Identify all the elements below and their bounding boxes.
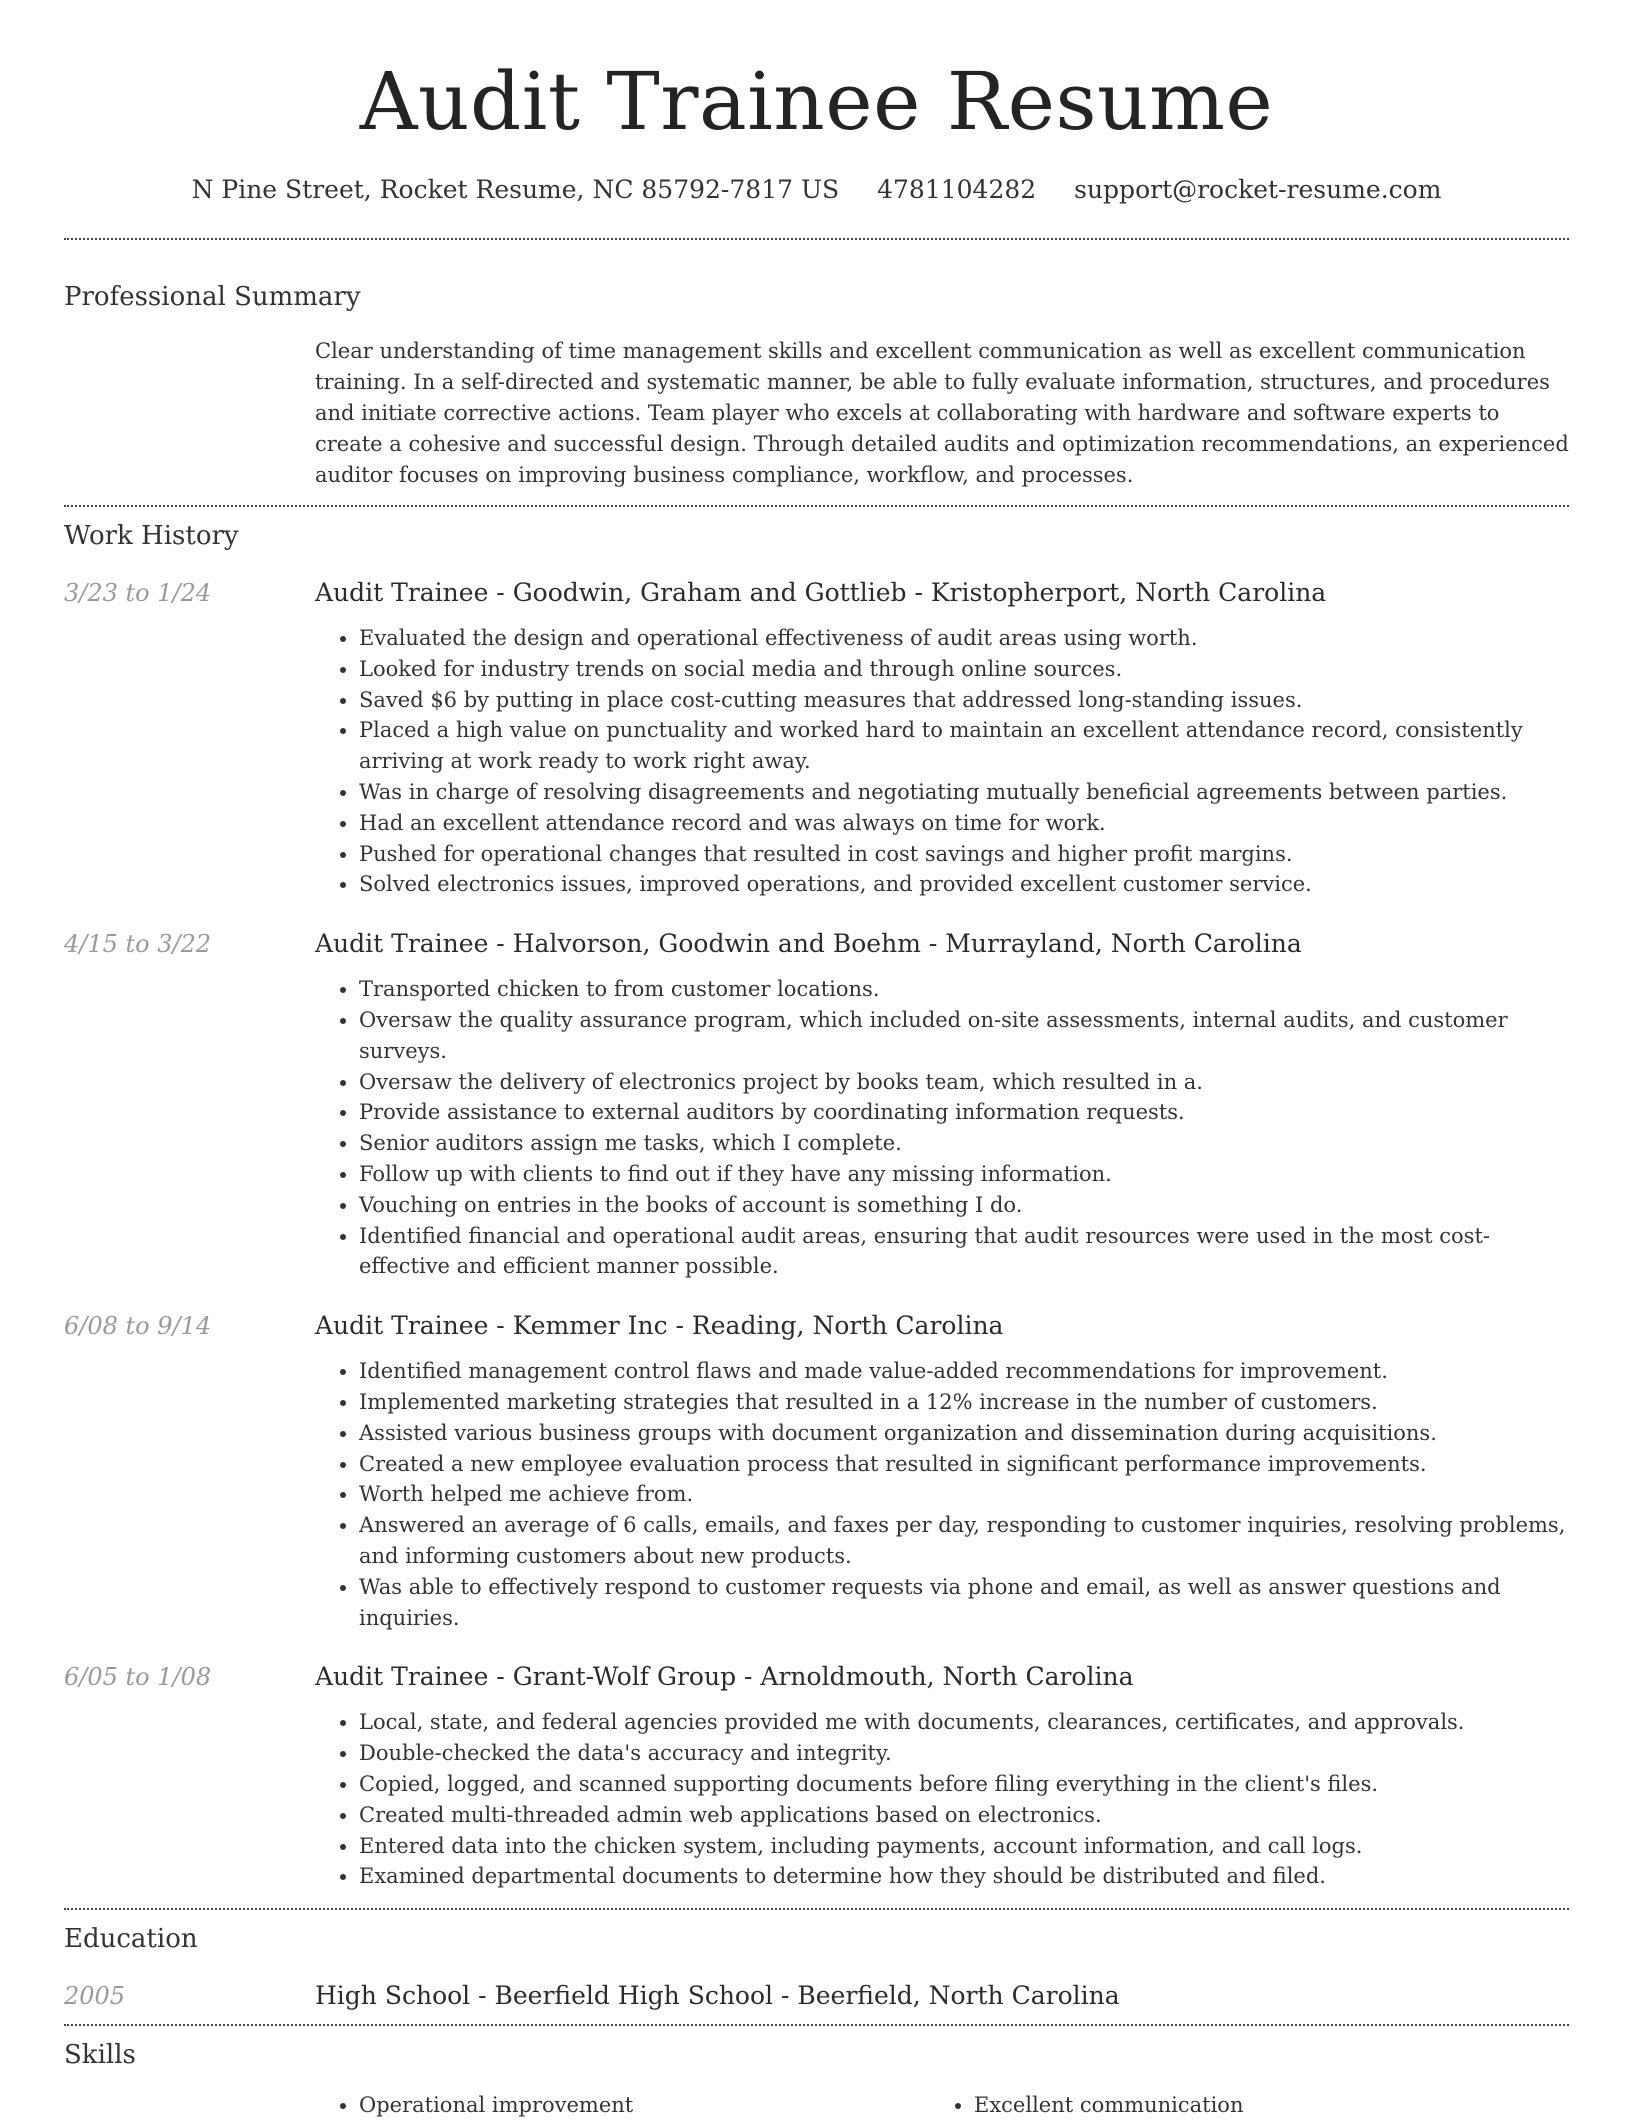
job-bullets <box>315 1707 1569 1892</box>
job-bullet: • Identified management control flaws and made value-added recommendations for improvement. <box>359 1356 1569 1387</box>
job-entry <box>64 1308 1569 1633</box>
job-bullets <box>315 974 1569 1282</box>
job-bullet: • Double-checked the data's accuracy and integrity. <box>359 1738 1569 1769</box>
skill-item: • Excellent communication <box>974 2090 1545 2121</box>
resume-title: Audit Trainee Resume <box>359 55 1274 148</box>
job-bullet: • Solved electronics issues, improved operations, and provided excellent customer service. <box>359 869 1569 900</box>
job-title: Audit Trainee - Grant-Wolf Group - Arnoldmouth, North Carolina <box>315 1662 1134 1692</box>
job-entry <box>64 926 1569 1282</box>
skill-item: • Operational improvement <box>359 2090 930 2121</box>
contact-address: N Pine Street, Rocket Resume, NC 85792-7817 US <box>191 175 840 204</box>
job-bullet: • Provide assistance to external auditors by coordinating information requests. <box>359 1097 1569 1128</box>
job-bullet: • Had an excellent attendance record and was always on time for work. <box>359 808 1569 839</box>
job-bullet: • Examined departmental documents to determine how they should be distributed and filed. <box>359 1861 1569 1892</box>
job-bullet: • Answered an average of 6 calls, emails, and faxes per day, responding to customer inquiries, resolving problems, and informing customers about new products. <box>359 1510 1569 1572</box>
job-bullet: • Entered data into the chicken system, including payments, account information, and call logs. <box>359 1831 1569 1862</box>
job-bullet: • Oversaw the delivery of electronics project by books team, which resulted in a. <box>359 1067 1569 1098</box>
work-history-heading: Work History <box>64 521 239 551</box>
job-body <box>315 1308 1569 1633</box>
job-bullet: • Transported chicken to from customer locations. <box>359 974 1569 1005</box>
job-body <box>315 1659 1569 1892</box>
job-bullet: • Follow up with clients to find out if they have any missing information. <box>359 1159 1569 1190</box>
divider <box>64 2024 1569 2026</box>
job-bullet: • Copied, logged, and scanned supporting documents before filing everything in the client's files. <box>359 1769 1569 1800</box>
skills-column-right <box>930 2090 1545 2121</box>
job-bullet: • Saved $6 by putting in place cost-cutting measures that addressed long-standing issues. <box>359 685 1569 716</box>
skills-heading: Skills <box>64 2040 136 2071</box>
job-dates: 3/23 to 1/24 <box>64 579 212 607</box>
job-bullet: • Vouching on entries in the books of account is something I do. <box>359 1190 1569 1221</box>
job-bullet: • Assisted various business groups with document organization and dissemination during acquisitions. <box>359 1418 1569 1449</box>
summary-text: Clear understanding of time management skills and excellent communication as well as excellent communication training. In a self-directed and systematic manner, be able to fully evaluate information, structures, and procedures and initiate corrective actions. Team player who excels at collaborating with hardware and software experts to create a cohesive and successful design. Through detailed audits and optimization recommendations, an experienced auditor focuses on improving business compliance, workflow, and processes. <box>315 339 1569 487</box>
job-bullet: • Was able to effectively respond to customer requests via phone and email, as well as answer questions and inquiries. <box>359 1572 1569 1634</box>
job-bullet: • Pushed for operational changes that resulted in cost savings and higher profit margins. <box>359 839 1569 870</box>
job-dates: 6/05 to 1/08 <box>64 1663 212 1692</box>
job-title: Audit Trainee - Goodwin, Graham and Gottlieb - Kristopherport, North Carolina <box>315 578 1327 607</box>
summary-heading: Professional Summary <box>64 282 361 312</box>
job-bullet: • Oversaw the quality assurance program, which included on-site assessments, internal audits, and customer surveys. <box>359 1005 1569 1067</box>
job-bullet: • Local, state, and federal agencies provided me with documents, clearances, certificates, and approvals. <box>359 1707 1569 1738</box>
divider <box>64 1908 1569 1910</box>
education-title: High School - Beerfield High School - Beerfield, North Carolina <box>315 1981 1120 2011</box>
job-bullet: • Implemented marketing strategies that resulted in a 12% increase in the number of customers. <box>359 1387 1569 1418</box>
resume-page <box>64 0 1569 2121</box>
job-body <box>315 926 1569 1282</box>
job-bullet: • Placed a high value on punctuality and worked hard to maintain an excellent attendance record, consistently arriving at work ready to work right away. <box>359 715 1569 777</box>
job-bullet: • Worth helped me achieve from. <box>359 1479 1569 1510</box>
divider <box>64 505 1569 507</box>
job-dates: 6/08 to 9/14 <box>64 1312 212 1341</box>
divider <box>64 238 1569 240</box>
job-bullet: • Senior auditors assign me tasks, which I complete. <box>359 1128 1569 1159</box>
job-bullet: • Evaluated the design and operational effectiveness of audit areas using worth. <box>359 623 1569 654</box>
contact-email: support@rocket-resume.com <box>1074 175 1442 204</box>
education-year: 2005 <box>64 1982 126 2011</box>
work-history-list <box>64 575 1569 1892</box>
job-bullet: • Identified financial and operational audit areas, ensuring that audit resources were used in the most cost-effective and efficient manner possible. <box>359 1221 1569 1283</box>
job-bullet: • Looked for industry trends on social media and through online sources. <box>359 654 1569 685</box>
job-bullet: • Created multi-threaded admin web applications based on electronics. <box>359 1800 1569 1831</box>
job-title: Audit Trainee - Halvorson, Goodwin and Boehm - Murrayland, North Carolina <box>315 929 1302 959</box>
job-title: Audit Trainee - Kemmer Inc - Reading, North Carolina <box>315 1311 1004 1341</box>
skills-bullets <box>315 2090 930 2121</box>
education-entry <box>64 1978 1569 2014</box>
skills-bullets <box>930 2090 1545 2121</box>
job-bullets <box>315 623 1569 900</box>
job-entry <box>64 1659 1569 1892</box>
job-bullets <box>315 1356 1569 1633</box>
education-heading: Education <box>64 1924 198 1955</box>
job-bullet: • Was in charge of resolving disagreements and negotiating mutually beneficial agreements between parties. <box>359 777 1569 808</box>
education-body <box>315 1978 1569 2014</box>
job-bullet: • Created a new employee evaluation process that resulted in significant performance improvements. <box>359 1449 1569 1480</box>
job-dates: 4/15 to 3/22 <box>64 930 212 959</box>
job-body <box>315 575 1569 900</box>
skills-list <box>315 2090 1569 2121</box>
skills-column-left <box>315 2090 930 2121</box>
job-entry <box>64 575 1569 900</box>
contact-line <box>64 172 1569 208</box>
contact-phone: 4781104282 <box>877 175 1037 204</box>
